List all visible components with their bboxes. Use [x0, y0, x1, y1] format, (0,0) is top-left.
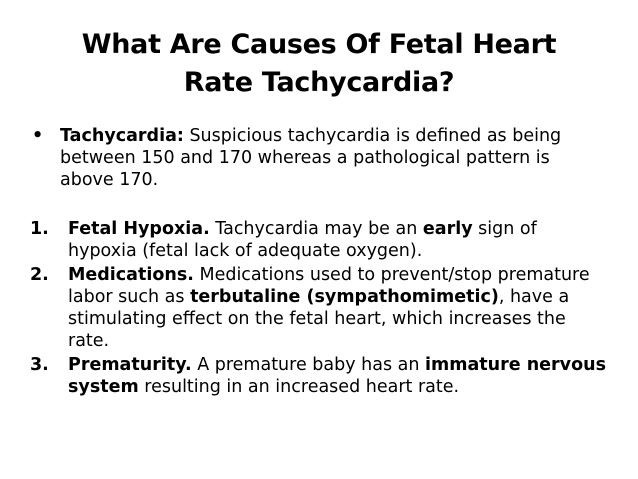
title-line-1: What Are Causes Of Fetal Heart [81, 29, 557, 60]
tachycardia-definition [32, 125, 602, 191]
list-number: 3. [30, 355, 49, 375]
cause-text-a: Tachycardia may be an [209, 219, 423, 239]
definition-text [60, 125, 602, 191]
list-item [30, 354, 610, 398]
title-line-2: Rate Tachycardia? [183, 67, 455, 98]
list-item [30, 218, 610, 262]
bullet-marker: • [32, 126, 44, 146]
causes-list [30, 218, 610, 400]
cause-emphasis: early [422, 219, 473, 239]
definition-term: Tachycardia: [60, 126, 184, 146]
cause-text-b: sign of hypoxia (fetal lack of adequate oxygen). [68, 219, 537, 261]
cause-text-a: Medications used to prevent/stop premature labor such as [68, 265, 590, 307]
cause-text-a: A premature baby has an [191, 355, 426, 375]
list-number: 1. [30, 219, 49, 239]
cause-text-b: resulting in an increased heart rate. [138, 377, 460, 397]
cause-emphasis: terbutaline (sympathomimetic) [190, 287, 499, 307]
definition-body: Suspicious tachycardia is defined as being between 150 and 170 whereas a pathological pattern is above 170. [60, 126, 562, 190]
list-number: 2. [30, 265, 49, 285]
cause-term: Fetal Hypoxia. [68, 219, 210, 239]
list-item [30, 264, 610, 352]
cause-term: Medications. [68, 265, 194, 285]
slide-title [30, 26, 608, 102]
cause-emphasis: immature nervous system [68, 355, 606, 397]
cause-text-b: , have a stimulating effect on the fetal heart, which increases the rate. [68, 287, 570, 351]
cause-term: Prematurity. [68, 355, 192, 375]
